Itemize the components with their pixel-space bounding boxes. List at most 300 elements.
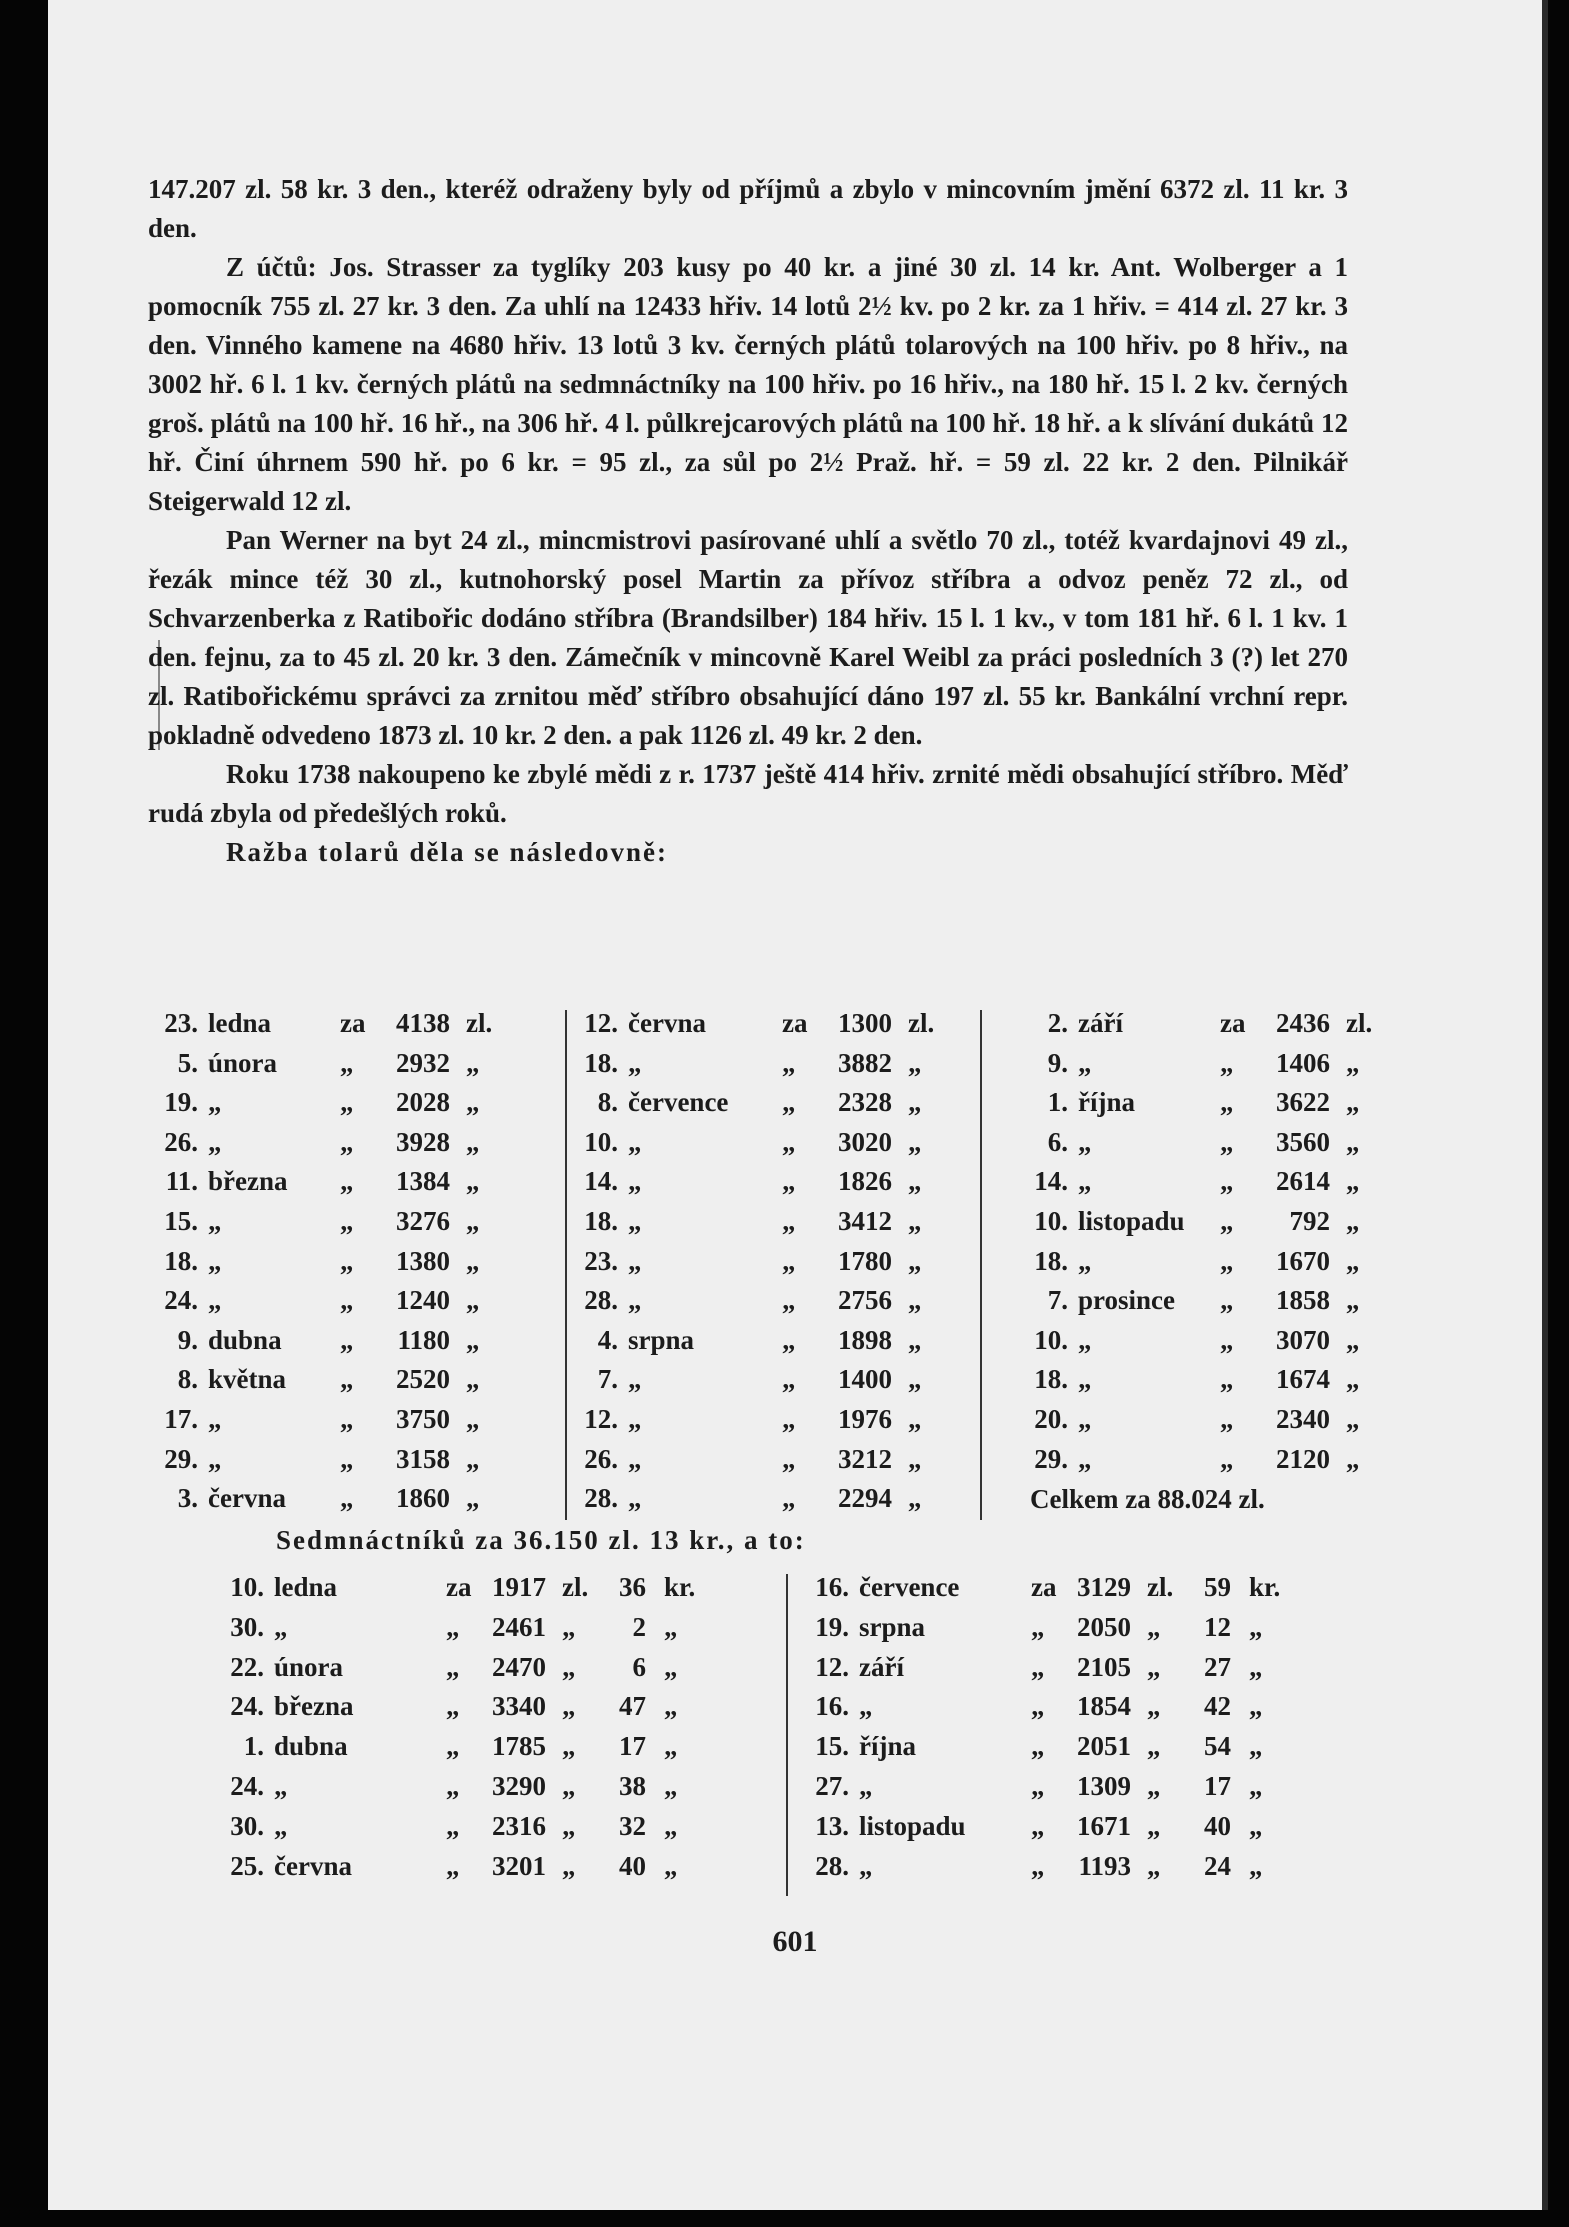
day-cell: 7.: [597, 1364, 618, 1395]
unit-cell: zl.: [1346, 1008, 1373, 1038]
za-cell: „: [340, 1047, 354, 1078]
month-cell: „: [1078, 1443, 1092, 1474]
day-cell: 12.: [815, 1651, 849, 1682]
za-cell: „: [340, 1245, 354, 1276]
za-cell: „: [1220, 1087, 1234, 1118]
unit-cell: zl.: [908, 1008, 935, 1038]
day-cell: 18.: [1034, 1245, 1068, 1276]
za-cell: „: [1220, 1285, 1234, 1316]
za-cell: „: [1220, 1166, 1234, 1197]
day-cell: 19.: [164, 1087, 198, 1118]
za-cell: „: [782, 1245, 796, 1276]
kr-cell: „: [664, 1731, 678, 1762]
amount-cell: 1780: [838, 1245, 892, 1276]
za-cell: „: [782, 1126, 796, 1157]
column-divider: [786, 1574, 788, 1896]
unit-cell: „: [1346, 1166, 1360, 1197]
za-cell: „: [446, 1651, 460, 1682]
paragraph-3: Pan Werner na byt 24 zl., mincmistrovi pasírované uhlí a světlo 70 zl., totéž kvardajnovi 49 zl., řezák mince též 30 zl., kutnohorský posel Martin za přívoz stříbra a odvoz peněz 72 zl., od Schvarzenberka z Ratibořic dodáno stříbra (Brandsilber) 184 hřiv. 15 l. 1 kv., v tom 181 hř. 6 l. 1 kv. 1 den. fejnu, za to 45 zl. 20 kr. 3 den. Zámečník v mincovně Karel Weibl za práci posledních 3 (?) let 270 zl. Ratibořickému správci za zrnitou měď stříbro obsahující dáno 197 zl. 55 kr. Bankální vrchní repr. pokladně odvedeno 1873 zl. 10 kr. 2 den. a pak 1126 zl. 49 kr. 2 den.: [148, 525, 1348, 750]
page-number: 601: [772, 1925, 818, 1958]
kr-cell: „: [1249, 1731, 1263, 1762]
za-cell: „: [446, 1691, 460, 1722]
za-cell: „: [782, 1324, 796, 1355]
month-cell: „: [208, 1126, 222, 1157]
day-cell: 1.: [1047, 1087, 1068, 1118]
month-cell: „: [628, 1166, 642, 1197]
month-cell: února: [208, 1047, 278, 1078]
kr-cell: „: [1249, 1850, 1263, 1881]
za-cell: „: [782, 1047, 796, 1078]
month-cell: „: [628, 1205, 642, 1236]
month-cell: ledna: [274, 1572, 338, 1602]
za-cell: „: [782, 1285, 796, 1316]
za-cell: „: [1220, 1443, 1234, 1474]
day-cell: 25.: [230, 1850, 264, 1881]
day-cell: 22.: [230, 1651, 264, 1682]
amount-cell: 3560: [1276, 1126, 1330, 1157]
amount-cell: 2051: [1077, 1731, 1131, 1762]
day-cell: 26.: [584, 1443, 618, 1474]
day-cell: 26.: [164, 1126, 198, 1157]
za-cell: „: [1031, 1770, 1045, 1801]
amount-cell: 1854: [1077, 1691, 1131, 1722]
day-cell: 10.: [1034, 1205, 1068, 1236]
za-cell: „: [446, 1770, 460, 1801]
za-cell: „: [340, 1443, 354, 1474]
day-cell: 24.: [230, 1691, 264, 1722]
unit-cell: „: [908, 1285, 922, 1316]
amount-cell: 1180: [397, 1324, 450, 1355]
za-cell: „: [446, 1611, 460, 1642]
day-cell: 20.: [1034, 1403, 1068, 1434]
amount-cell: 1860: [396, 1483, 450, 1514]
kr-cell: „: [664, 1611, 678, 1642]
day-cell: 18.: [1034, 1364, 1068, 1395]
day-cell: 28.: [584, 1285, 618, 1316]
za-cell: „: [340, 1166, 354, 1197]
kr-cell: „: [664, 1850, 678, 1881]
amount-cell: 2932: [396, 1047, 450, 1078]
day-cell: 11.: [165, 1166, 198, 1197]
kr-amount-cell: 54: [1204, 1731, 1231, 1762]
zl-cell: „: [562, 1850, 576, 1881]
za-cell: za: [1031, 1572, 1057, 1602]
day-cell: 23.: [164, 1008, 198, 1038]
column-divider: [565, 1010, 567, 1520]
month-cell: listopadu: [859, 1810, 966, 1841]
amount-cell: 3928: [396, 1126, 450, 1157]
month-cell: „: [1078, 1403, 1092, 1434]
month-cell: srpna: [628, 1324, 695, 1355]
kr-amount-cell: 38: [619, 1770, 646, 1801]
zl-cell: „: [562, 1810, 576, 1841]
zl-cell: „: [562, 1731, 576, 1762]
amount-cell: 2294: [838, 1483, 892, 1514]
za-cell: „: [1220, 1126, 1234, 1157]
za-cell: „: [1031, 1850, 1045, 1881]
month-cell: července: [859, 1572, 960, 1602]
month-cell: září: [859, 1651, 904, 1682]
amount-cell: 3212: [838, 1443, 892, 1474]
day-cell: 8.: [177, 1364, 198, 1395]
amount-cell: 1898: [838, 1324, 892, 1355]
kr-amount-cell: 36: [619, 1572, 646, 1602]
zl-cell: zl.: [1147, 1572, 1174, 1602]
zl-cell: zl.: [562, 1572, 589, 1602]
unit-cell: „: [466, 1324, 480, 1355]
day-cell: 17.: [164, 1403, 198, 1434]
unit-cell: „: [1346, 1245, 1360, 1276]
day-cell: 16.: [815, 1691, 849, 1722]
day-cell: 5.: [177, 1047, 198, 1078]
month-cell: „: [1078, 1166, 1092, 1197]
amount-cell: 2316: [492, 1810, 546, 1841]
unit-cell: „: [466, 1403, 480, 1434]
month-cell: „: [208, 1285, 222, 1316]
kr-amount-cell: 12: [1204, 1611, 1231, 1642]
kr-amount-cell: 17: [619, 1731, 646, 1762]
kr-cell: „: [664, 1770, 678, 1801]
month-cell: „: [208, 1245, 222, 1276]
unit-cell: „: [908, 1047, 922, 1078]
month-cell: února: [274, 1651, 344, 1682]
kr-cell: „: [664, 1810, 678, 1841]
amount-cell: 3070: [1276, 1324, 1330, 1355]
day-cell: 10.: [584, 1126, 618, 1157]
amount-cell: 3201: [492, 1850, 546, 1881]
unit-cell: „: [1346, 1324, 1360, 1355]
unit-cell: „: [908, 1087, 922, 1118]
amount-cell: 1917: [492, 1572, 546, 1602]
unit-cell: „: [466, 1126, 480, 1157]
za-cell: za: [782, 1008, 808, 1038]
day-cell: 1.: [243, 1731, 264, 1762]
day-cell: 28.: [815, 1850, 849, 1881]
unit-cell: „: [466, 1364, 480, 1395]
day-cell: 10.: [1034, 1324, 1068, 1355]
unit-cell: „: [466, 1087, 480, 1118]
amount-cell: 1400: [838, 1364, 892, 1395]
month-cell: „: [1078, 1245, 1092, 1276]
month-cell: října: [1078, 1087, 1135, 1118]
column-divider: [980, 1010, 982, 1520]
day-cell: 13.: [815, 1810, 849, 1841]
unit-cell: „: [908, 1483, 922, 1514]
unit-cell: „: [1346, 1443, 1360, 1474]
za-cell: „: [340, 1324, 354, 1355]
za-cell: „: [340, 1285, 354, 1316]
unit-cell: „: [1346, 1403, 1360, 1434]
day-cell: 9.: [177, 1324, 198, 1355]
unit-cell: „: [908, 1443, 922, 1474]
za-cell: „: [340, 1364, 354, 1395]
kr-amount-cell: 32: [619, 1810, 646, 1841]
day-cell: 10.: [230, 1572, 264, 1602]
month-cell: „: [1078, 1364, 1092, 1395]
sedm-heading: Sedmnáctníků za 36.150 zl. 13 kr., a to:: [276, 1525, 806, 1555]
amount-cell: 1976: [838, 1403, 892, 1434]
za-cell: „: [1031, 1611, 1045, 1642]
kr-cell: „: [664, 1691, 678, 1722]
body-text: [148, 170, 1348, 872]
day-cell: 2.: [1047, 1008, 1068, 1038]
amount-cell: 3882: [838, 1047, 892, 1078]
zl-cell: „: [1147, 1611, 1161, 1642]
za-cell: „: [1031, 1810, 1045, 1841]
kr-amount-cell: 24: [1204, 1850, 1231, 1881]
kr-amount-cell: 27: [1204, 1651, 1231, 1682]
paragraph-4: Roku 1738 nakoupeno ke zbylé mědi z r. 1737 ještě 414 hřiv. zrnité mědi obsahující stříbro. Měď rudá zbyla od předešlých roků.: [148, 759, 1348, 828]
day-cell: 27.: [815, 1770, 849, 1801]
za-cell: „: [782, 1166, 796, 1197]
za-cell: „: [782, 1364, 796, 1395]
month-cell: června: [274, 1850, 352, 1881]
day-cell: 29.: [164, 1443, 198, 1474]
month-cell: března: [274, 1691, 354, 1722]
month-cell: srpna: [859, 1611, 926, 1642]
month-cell: října: [859, 1731, 916, 1762]
month-cell: prosince: [1078, 1285, 1176, 1316]
month-cell: „: [628, 1126, 642, 1157]
za-cell: „: [446, 1731, 460, 1762]
day-cell: 15.: [164, 1205, 198, 1236]
kr-cell: „: [1249, 1611, 1263, 1642]
amount-cell: 1193: [1078, 1850, 1131, 1881]
month-cell: listopadu: [1078, 1205, 1185, 1236]
month-cell: září: [1078, 1008, 1123, 1038]
day-cell: 6.: [1047, 1126, 1068, 1157]
day-cell: 29.: [1034, 1443, 1068, 1474]
amount-cell: 1785: [492, 1731, 546, 1762]
zl-cell: „: [1147, 1731, 1161, 1762]
kr-amount-cell: 17: [1204, 1770, 1231, 1801]
amount-cell: 2120: [1276, 1443, 1330, 1474]
amount-cell: 3340: [492, 1691, 546, 1722]
month-cell: „: [1078, 1324, 1092, 1355]
day-cell: 24.: [230, 1770, 264, 1801]
za-cell: „: [340, 1483, 354, 1514]
za-cell: „: [340, 1403, 354, 1434]
amount-cell: 3129: [1077, 1572, 1131, 1602]
amount-cell: 2461: [492, 1611, 546, 1642]
zl-cell: „: [1147, 1810, 1161, 1841]
za-cell: „: [1031, 1731, 1045, 1762]
unit-cell: „: [908, 1166, 922, 1197]
unit-cell: „: [466, 1166, 480, 1197]
kr-cell: „: [1249, 1691, 1263, 1722]
unit-cell: „: [1346, 1126, 1360, 1157]
month-cell: „: [208, 1403, 222, 1434]
za-cell: „: [446, 1850, 460, 1881]
za-cell: „: [782, 1403, 796, 1434]
month-cell: „: [628, 1364, 642, 1395]
month-cell: „: [274, 1770, 288, 1801]
unit-cell: „: [1346, 1285, 1360, 1316]
unit-cell: „: [908, 1403, 922, 1434]
month-cell: července: [628, 1087, 729, 1118]
unit-cell: „: [908, 1126, 922, 1157]
day-cell: 18.: [164, 1245, 198, 1276]
zl-cell: „: [562, 1691, 576, 1722]
day-cell: 18.: [584, 1205, 618, 1236]
day-cell: 12.: [584, 1008, 618, 1038]
za-cell: „: [340, 1087, 354, 1118]
month-cell: „: [208, 1443, 222, 1474]
kr-cell: „: [664, 1651, 678, 1682]
amount-cell: 2520: [396, 1364, 450, 1395]
unit-cell: zl.: [466, 1008, 493, 1038]
day-cell: 18.: [584, 1047, 618, 1078]
day-cell: 28.: [584, 1483, 618, 1514]
za-cell: „: [1220, 1324, 1234, 1355]
amount-cell: 1300: [838, 1008, 892, 1038]
za-cell: za: [1220, 1008, 1246, 1038]
amount-cell: 1826: [838, 1166, 892, 1197]
day-cell: 12.: [584, 1403, 618, 1434]
day-cell: 9.: [1047, 1047, 1068, 1078]
amount-cell: 3020: [838, 1126, 892, 1157]
amount-cell: 1674: [1276, 1364, 1330, 1395]
kr-amount-cell: 40: [619, 1850, 646, 1881]
zl-cell: „: [1147, 1651, 1161, 1682]
month-cell: ledna: [208, 1008, 272, 1038]
day-cell: 16.: [815, 1572, 849, 1602]
month-cell: „: [274, 1810, 288, 1841]
day-cell: 19.: [815, 1611, 849, 1642]
amount-cell: 1406: [1276, 1047, 1330, 1078]
za-cell: „: [340, 1126, 354, 1157]
kr-amount-cell: 42: [1204, 1691, 1231, 1722]
unit-cell: „: [908, 1245, 922, 1276]
amount-cell: 2028: [396, 1087, 450, 1118]
day-cell: 30.: [230, 1810, 264, 1841]
unit-cell: „: [466, 1047, 480, 1078]
za-cell: „: [1220, 1364, 1234, 1395]
zl-cell: „: [1147, 1850, 1161, 1881]
amount-cell: 3622: [1276, 1087, 1330, 1118]
day-cell: 3.: [177, 1483, 198, 1514]
za-cell: „: [782, 1443, 796, 1474]
month-cell: „: [208, 1205, 222, 1236]
zl-cell: „: [1147, 1770, 1161, 1801]
za-cell: „: [1031, 1651, 1045, 1682]
kr-cell: kr.: [664, 1572, 696, 1602]
unit-cell: „: [1346, 1087, 1360, 1118]
za-cell: „: [1220, 1047, 1234, 1078]
month-cell: června: [208, 1483, 286, 1514]
unit-cell: „: [466, 1443, 480, 1474]
amount-cell: 2340: [1276, 1403, 1330, 1434]
paragraph-1: 147.207 zl. 58 kr. 3 den., kteréž odraženy byly od příjmů a zbylo v mincovním jmění 6372 zl. 11 kr. 3 den.: [148, 174, 1348, 243]
month-cell: „: [859, 1691, 873, 1722]
kr-amount-cell: 40: [1204, 1810, 1231, 1841]
paragraph-2: Z účtů: Jos. Strasser za tyglíky 203 kusy po 40 kr. a jiné 30 zl. 14 kr. Ant. Wolberger a 1 pomocník 755 zl. 27 kr. 3 den. Za uhlí na 12433 hřiv. 14 lotů 2½ kv. po 2 kr. za 1 hřiv. = 414 zl. 27 kr. 3 den. Vinného kamene na 4680 hřiv. 13 lotů 3 kv. černých plátů tolarových na 100 hřiv. po 8 hřiv., na 3002 hř. 6 l. 1 kv. černých plátů na sedmnáctníky na 100 hřiv. po 16 hřiv., na 180 hř. 15 l. 2 kv. černých groš. plátů na 100 hř. 16 hř., na 306 hř. 4 l. půlkrejcarových plátů na 100 hř. 18 hř. a k slívání dukátů 12 hř. Činí úhrnem 590 hř. po 6 kr. = 95 zl., za sůl po 2½ Praž. hř. = 59 zl. 22 kr. 2 den. Pilnikář Steigerwald 12 zl.: [148, 252, 1348, 516]
unit-cell: „: [908, 1364, 922, 1395]
day-cell: 24.: [164, 1285, 198, 1316]
book-page: [48, 0, 1548, 2210]
amount-cell: 4138: [396, 1008, 450, 1038]
za-cell: „: [1220, 1245, 1234, 1276]
month-cell: května: [208, 1364, 287, 1395]
za-cell: „: [782, 1483, 796, 1514]
day-cell: 15.: [815, 1731, 849, 1762]
amount-cell: 3276: [396, 1205, 450, 1236]
unit-cell: „: [1346, 1205, 1360, 1236]
amount-cell: 792: [1289, 1205, 1330, 1236]
month-cell: „: [1078, 1047, 1092, 1078]
month-cell: „: [1078, 1126, 1092, 1157]
zl-cell: „: [562, 1611, 576, 1642]
kr-cell: „: [1249, 1651, 1263, 1682]
unit-cell: „: [466, 1205, 480, 1236]
unit-cell: „: [466, 1285, 480, 1316]
za-cell: „: [782, 1087, 796, 1118]
amount-cell: 1384: [396, 1166, 450, 1197]
amount-cell: 2328: [838, 1087, 892, 1118]
zl-cell: „: [562, 1651, 576, 1682]
za-cell: „: [1220, 1403, 1234, 1434]
day-cell: 7.: [1047, 1285, 1068, 1316]
unit-cell: „: [1346, 1364, 1360, 1395]
kr-cell: „: [1249, 1810, 1263, 1841]
month-cell: „: [628, 1443, 642, 1474]
month-cell: „: [628, 1047, 642, 1078]
month-cell: „: [628, 1483, 642, 1514]
za-cell: za: [340, 1008, 366, 1038]
zl-cell: „: [1147, 1691, 1161, 1722]
day-cell: 30.: [230, 1611, 264, 1642]
month-cell: „: [628, 1245, 642, 1276]
unit-cell: „: [1346, 1047, 1360, 1078]
kr-amount-cell: 2: [632, 1611, 646, 1642]
day-cell: 23.: [584, 1245, 618, 1276]
za-cell: „: [446, 1810, 460, 1841]
amount-cell: 2436: [1276, 1008, 1330, 1038]
day-cell: 14.: [584, 1166, 618, 1197]
za-cell: „: [340, 1205, 354, 1236]
amount-cell: 3750: [396, 1403, 450, 1434]
tolary-total: Celkem za 88.024 zl.: [1030, 1484, 1265, 1514]
month-cell: června: [628, 1008, 706, 1038]
kr-amount-cell: 59: [1204, 1572, 1231, 1602]
kr-amount-cell: 6: [632, 1651, 646, 1682]
tolary-heading: Ražba tolarů děla se následovně:: [226, 837, 668, 867]
kr-cell: kr.: [1249, 1572, 1281, 1602]
month-cell: „: [628, 1403, 642, 1434]
kr-cell: „: [1249, 1770, 1263, 1801]
za-cell: za: [446, 1572, 472, 1602]
amount-cell: 1240: [396, 1285, 450, 1316]
unit-cell: „: [466, 1483, 480, 1514]
amount-cell: 3158: [396, 1443, 450, 1474]
unit-cell: „: [908, 1324, 922, 1355]
amount-cell: 3290: [492, 1770, 546, 1801]
month-cell: „: [274, 1611, 288, 1642]
kr-amount-cell: 47: [619, 1691, 646, 1722]
day-cell: 4.: [597, 1324, 618, 1355]
unit-cell: „: [908, 1205, 922, 1236]
amount-cell: 2614: [1276, 1166, 1330, 1197]
amount-cell: 1670: [1276, 1245, 1330, 1276]
za-cell: „: [1220, 1205, 1234, 1236]
month-cell: „: [208, 1087, 222, 1118]
unit-cell: „: [466, 1245, 480, 1276]
month-cell: dubna: [274, 1731, 348, 1762]
amount-cell: 2050: [1077, 1611, 1131, 1642]
month-cell: „: [859, 1850, 873, 1881]
amount-cell: 3412: [838, 1205, 892, 1236]
month-cell: „: [859, 1770, 873, 1801]
